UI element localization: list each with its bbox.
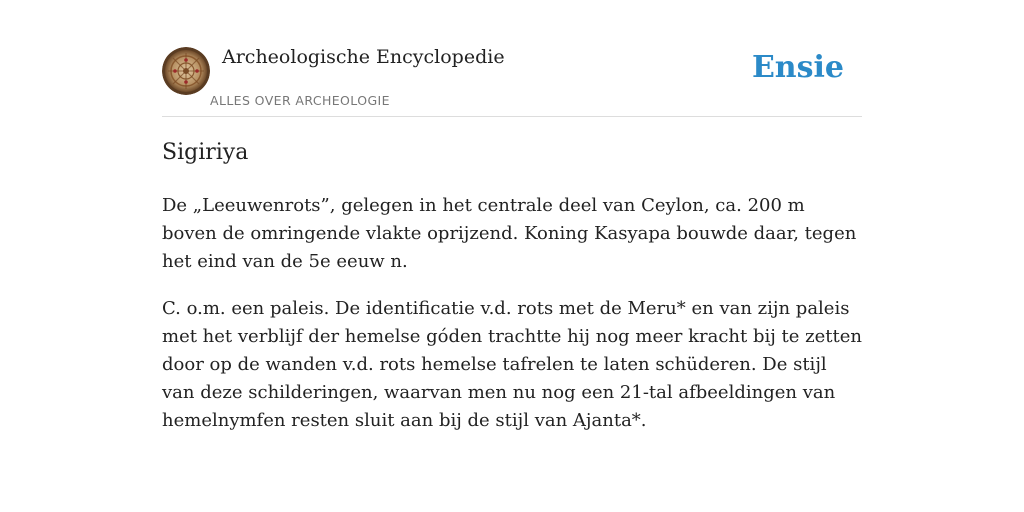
site-title[interactable]: Archeologische Encyclopedie	[222, 46, 505, 68]
page-container	[162, 0, 863, 431]
ensie-brand-logo[interactable]: Ensie	[751, 50, 844, 85]
article-paragraph: C. o.m. een paleis. De identificatie v.d. rots met de Meru* en van zijn paleis met het verblijf der hemelse góden trachtte hij nog meer kracht bij te zetten door op de wanden v.d. rots hemelse tafrelen te laten schüderen. De stijl van deze schilderingen, waarvan men nu nog een 21-tal afbeeldingen van hemelnymfen resten sluit aan bij de stijl van Ajanta*.	[162, 298, 863, 431]
page-title: Sigiriya	[162, 140, 249, 165]
site-header	[162, 0, 862, 117]
article-paragraph: De „Leeuwenrots”, gelegen in het centrale deel van Ceylon, ca. 200 m boven de omringende vlakte oprijzend. Koning Kasyapa bouwde daar, tegen het eind van de 5e eeuw n.	[162, 195, 857, 272]
article-body	[162, 192, 862, 454]
archaeology-artifact-icon[interactable]	[162, 47, 210, 95]
site-tagline: ALLES OVER ARCHEOLOGIE	[210, 93, 390, 108]
